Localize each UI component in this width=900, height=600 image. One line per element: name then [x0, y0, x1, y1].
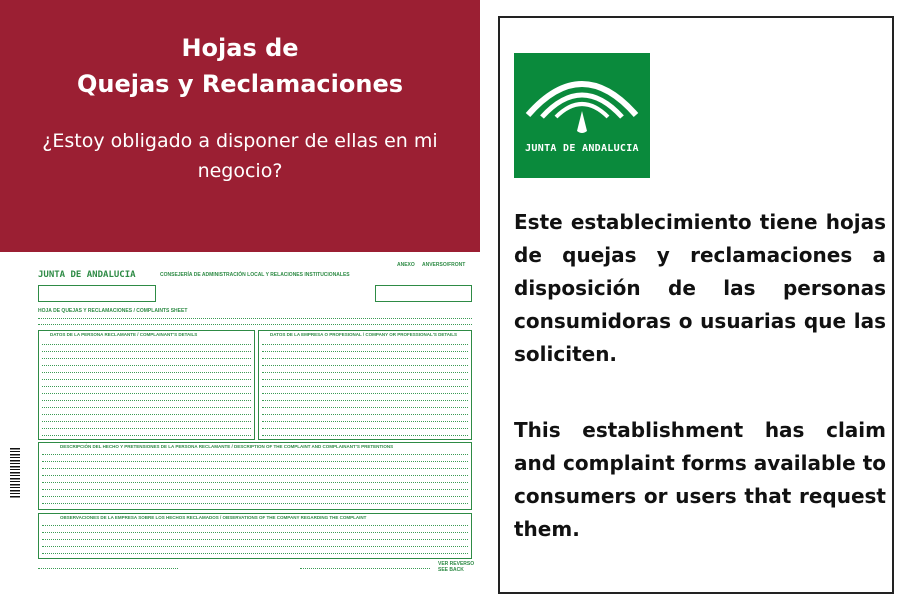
- form-line: [42, 482, 468, 483]
- form-line: [42, 365, 251, 366]
- form-line: [262, 435, 468, 436]
- junta-arch-icon: [514, 53, 650, 178]
- title-banner: [0, 0, 480, 252]
- banner-title-line1: Hojas de: [181, 34, 299, 62]
- form-line: [42, 496, 468, 497]
- form-side: ANVERSO/FRONT: [422, 262, 466, 268]
- form-line: [262, 407, 468, 408]
- notice-sign: [498, 16, 894, 594]
- form-line: [42, 407, 251, 408]
- logo-text: JUNTA DE ANDALUCIA: [525, 143, 639, 154]
- form-brand: JUNTA DE ANDALUCIA: [38, 270, 136, 280]
- barcode-icon: [10, 448, 20, 498]
- form-see-back: VER REVERSO: [438, 561, 475, 567]
- form-section-3-title: DESCRIPCIÓN DEL HECHO Y PRETENSIONES DE LA PERSONA RECLAMANTE / DESCRIPTION OF THE COMPLAINT AND COMPLAINANT'S PRETENTIONS: [60, 444, 394, 449]
- form-line: [42, 503, 468, 504]
- banner-title: [0, 30, 480, 102]
- form-section-4-title: OBSERVACIONES DE LA EMPRESA SOBRE LOS HECHOS RECLAMADOS / OBSERVATIONS OF THE COMPANY REGARDING THE COMPLAINT: [60, 515, 367, 520]
- banner-title-line2: Quejas y Reclamaciones: [76, 70, 404, 98]
- form-line: [42, 428, 251, 429]
- form-line: [42, 454, 468, 455]
- form-line: [42, 379, 251, 380]
- form-signature-line: [38, 568, 178, 569]
- form-line: [42, 461, 468, 462]
- form-line: [42, 358, 251, 359]
- form-department: CONSEJERÍA DE ADMINISTRACIÓN LOCAL Y RELACIONES INSTITUCIONALES: [160, 272, 350, 278]
- form-line: [42, 435, 251, 436]
- banner-subtitle: ¿Estoy obligado a disponer de ellas en mi negocio?: [42, 130, 438, 182]
- form-sheet-title: HOJA DE QUEJAS Y RECLAMACIONES / COMPLAINTS SHEET: [38, 308, 188, 314]
- form-line: [42, 351, 251, 352]
- form-line: [262, 351, 468, 352]
- form-line: [262, 414, 468, 415]
- form-line: [262, 393, 468, 394]
- form-section-2-title: DATOS DE LA EMPRESA O PROFESIONAL / COMPANY OR PROFESSIONAL'S DETAILS: [270, 332, 458, 337]
- form-line: [262, 372, 468, 373]
- form-line: [42, 475, 468, 476]
- form-line: [42, 414, 251, 415]
- form-section-1: [38, 330, 255, 440]
- form-line: [262, 344, 468, 345]
- form-line: [42, 372, 251, 373]
- form-top-right-box: [375, 285, 472, 302]
- notice-text-spanish: Este establecimiento tiene hojas de quejas y reclamaciones a disposición de las personas consumidoras o usuarias que las soliciten.: [514, 210, 886, 366]
- form-line: [42, 386, 251, 387]
- form-top-left-box: [38, 285, 156, 302]
- form-line: [42, 489, 468, 490]
- form-line: [42, 553, 468, 554]
- complaint-form-image: [0, 252, 480, 600]
- form-line: [42, 532, 468, 533]
- notice-text-english: This establishment has claim and complaint forms available to consumers or users that request them.: [514, 418, 886, 541]
- form-section-3: [38, 442, 472, 510]
- form-section-2: [258, 330, 472, 440]
- form-see-back-en: SEE BACK: [438, 567, 464, 573]
- form-annex: ANEXO: [397, 262, 415, 268]
- form-line: [38, 318, 472, 319]
- form-signature-line: [300, 568, 430, 569]
- form-line: [262, 421, 468, 422]
- form-line: [262, 358, 468, 359]
- form-line: [42, 525, 468, 526]
- form-line: [262, 386, 468, 387]
- form-line: [262, 428, 468, 429]
- form-line: [42, 546, 468, 547]
- form-section-1-title: DATOS DE LA PERSONA RECLAMANTE / COMPLAINANT'S DETAILS: [50, 332, 198, 337]
- form-line: [262, 400, 468, 401]
- form-line: [42, 421, 251, 422]
- form-line: [262, 379, 468, 380]
- form-line: [42, 344, 251, 345]
- form-line: [42, 468, 468, 469]
- form-line: [42, 539, 468, 540]
- form-line: [38, 324, 472, 325]
- form-line: [42, 393, 251, 394]
- form-line: [262, 365, 468, 366]
- form-line: [42, 400, 251, 401]
- junta-andalucia-logo: [514, 53, 650, 178]
